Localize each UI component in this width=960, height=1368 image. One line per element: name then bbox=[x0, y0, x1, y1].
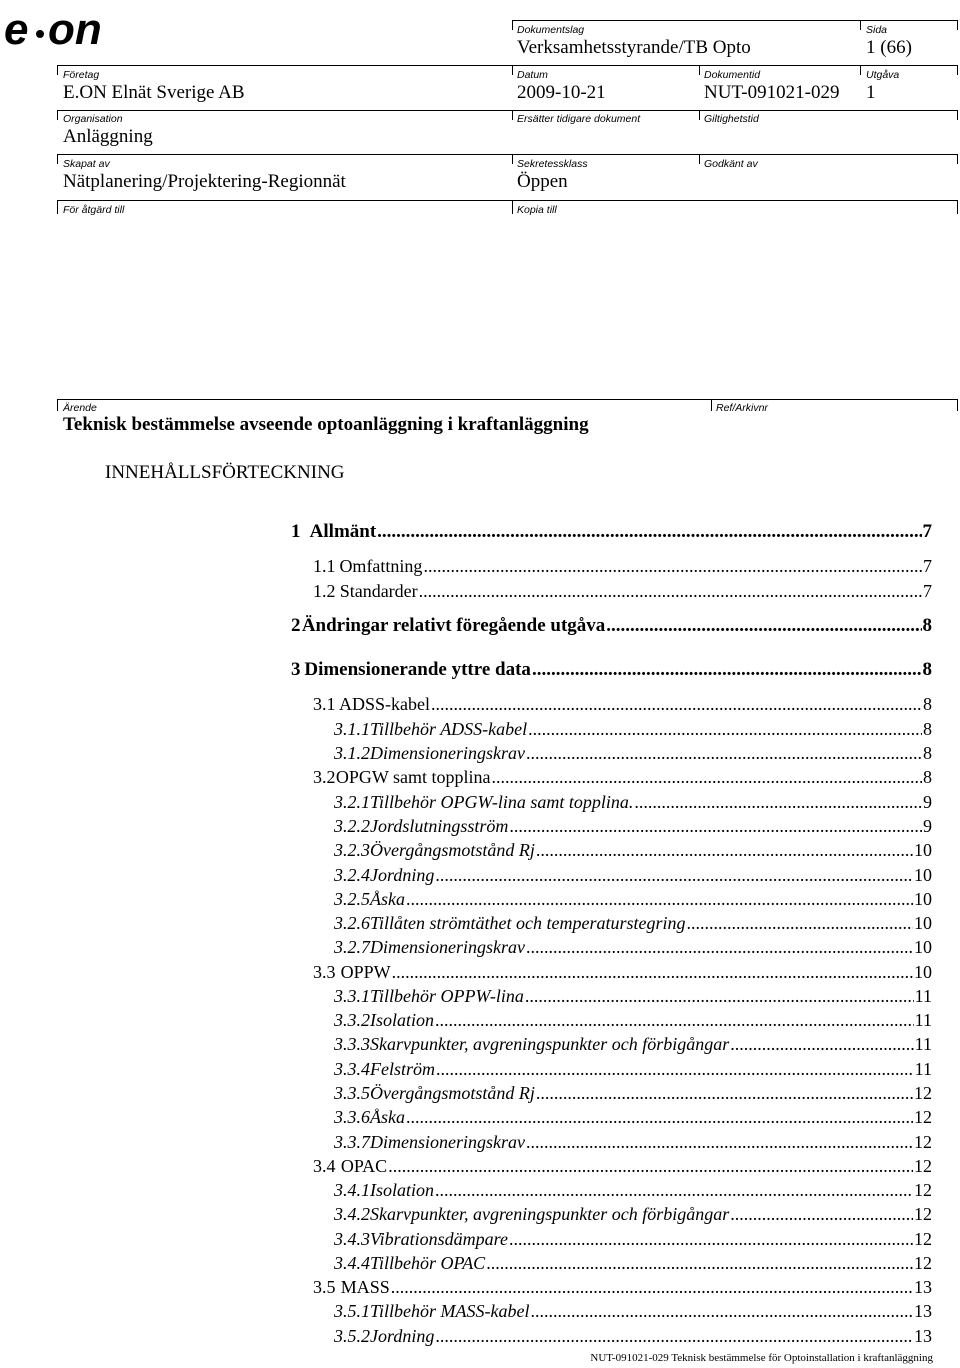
toc-dot-leader bbox=[435, 1179, 913, 1201]
for-atgard-label: För åtgärd till bbox=[63, 204, 125, 216]
svg-text:e: e bbox=[4, 6, 29, 52]
toc-entry-title: Tillbehör OPGW-lina samt topplina. bbox=[370, 792, 634, 812]
kopia-label: Kopia till bbox=[517, 204, 557, 216]
toc-entry-page: 10 bbox=[914, 840, 932, 860]
toc-entry-number: 3.5 bbox=[313, 1277, 336, 1297]
sida-value: 1 (66) bbox=[866, 37, 912, 58]
toc-entry-page: 8 bbox=[923, 743, 932, 763]
toc-entry[interactable] bbox=[334, 1106, 932, 1128]
toc-dot-leader bbox=[435, 864, 913, 886]
toc-entry-title: Tillbehör OPPW-lina bbox=[370, 986, 524, 1006]
toc-entry-page: 12 bbox=[914, 1083, 932, 1103]
toc-entry-number: 3.3.3 bbox=[334, 1034, 370, 1054]
toc-entry-title: Tillbehör MASS-kabel bbox=[370, 1301, 530, 1321]
toc-heading: INNEHÅLLSFÖRTECKNING bbox=[105, 462, 345, 483]
toc-entry-title: Dimensionerande yttre data bbox=[304, 659, 531, 680]
toc-entry-number: 3.3 bbox=[313, 962, 336, 982]
toc-dot-leader bbox=[526, 1131, 913, 1153]
toc-entry-number: 3.3.5 bbox=[334, 1083, 370, 1103]
toc-entry-number: 3.4 bbox=[313, 1156, 336, 1176]
toc-entry-page: 11 bbox=[914, 1010, 932, 1030]
toc-dot-leader bbox=[509, 815, 922, 837]
toc-entry-title: Omfattning bbox=[339, 556, 423, 576]
toc-entry-title: Isolation bbox=[370, 1180, 435, 1200]
toc-entry[interactable] bbox=[334, 864, 932, 886]
toc-dot-leader bbox=[634, 791, 922, 813]
toc-entry[interactable] bbox=[313, 1276, 932, 1298]
toc-entry-title: Skarvpunkter, avgreningspunkter och förbigångar bbox=[370, 1204, 730, 1224]
toc-entry-title: OPGW samt topplina bbox=[335, 767, 491, 787]
toc-entry-page: 9 bbox=[923, 816, 932, 836]
toc-entry[interactable] bbox=[313, 555, 932, 577]
toc-entry-page: 12 bbox=[914, 1204, 932, 1224]
toc-dot-leader bbox=[436, 1058, 914, 1080]
toc-entry-number: 3.1.2 bbox=[334, 743, 370, 763]
toc-entry-page: 12 bbox=[914, 1156, 932, 1176]
toc-entry[interactable] bbox=[334, 1033, 932, 1055]
toc-dot-leader bbox=[532, 659, 922, 681]
toc-entry-number: 2 bbox=[291, 615, 301, 636]
toc-entry[interactable] bbox=[334, 718, 932, 740]
toc-entry-page: 7 bbox=[922, 521, 932, 542]
toc-dot-leader bbox=[492, 766, 923, 788]
toc-entry-number: 3.1.1 bbox=[334, 719, 370, 739]
toc-entry[interactable] bbox=[313, 580, 932, 602]
toc-entry-page: 13 bbox=[914, 1301, 932, 1321]
toc-entry-number: 3.5.1 bbox=[334, 1301, 370, 1321]
toc-entry-title: Allmänt bbox=[309, 521, 377, 542]
toc-dot-leader bbox=[525, 985, 914, 1007]
toc-entry-number: 3.4.2 bbox=[334, 1204, 370, 1224]
toc-entry-page: 10 bbox=[914, 913, 932, 933]
toc-entry-page: 10 bbox=[914, 865, 932, 885]
toc-entry-title: Felström bbox=[370, 1059, 435, 1079]
sekretess-label: Sekretessklass bbox=[517, 158, 588, 170]
toc-entry-title: MASS bbox=[340, 1277, 390, 1297]
toc-dot-leader bbox=[526, 936, 913, 958]
toc-entry[interactable] bbox=[334, 1252, 932, 1274]
toc-entry-number: 1.2 bbox=[313, 581, 336, 601]
eon-logo bbox=[2, 6, 162, 52]
toc-entry-number: 3.2.1 bbox=[334, 792, 370, 812]
toc-entry[interactable] bbox=[334, 1228, 932, 1250]
dokumentid-value: NUT-091021-029 bbox=[704, 82, 840, 103]
toc-dot-leader bbox=[377, 521, 921, 543]
giltighetstid-label: Giltighetstid bbox=[704, 113, 759, 125]
toc-entry[interactable] bbox=[291, 521, 932, 543]
toc-entry-page: 11 bbox=[914, 986, 932, 1006]
arende-label: Ärende bbox=[63, 402, 97, 414]
toc-entry-number: 3.2.4 bbox=[334, 865, 370, 885]
toc-dot-leader bbox=[687, 912, 914, 934]
toc-entry[interactable] bbox=[334, 1179, 932, 1201]
godkant-label: Godkänt av bbox=[704, 158, 758, 170]
toc-entry-title: Jordning bbox=[370, 865, 435, 885]
toc-entry-number: 3.3.7 bbox=[334, 1132, 370, 1152]
toc-entry-page: 11 bbox=[914, 1059, 932, 1079]
toc-entry-page: 10 bbox=[914, 937, 932, 957]
toc-dot-leader bbox=[730, 1033, 913, 1055]
toc-dot-leader bbox=[406, 888, 913, 910]
toc-dot-leader bbox=[435, 1009, 914, 1031]
sekretess-value: Öppen bbox=[517, 171, 568, 192]
toc-entry-title: Tillbehör ADSS-kabel bbox=[370, 719, 528, 739]
toc-entry-page: 8 bbox=[923, 719, 932, 739]
skapat-value: Nätplanering/Projektering-Regionnät bbox=[63, 171, 346, 192]
toc-entry-title: Ändringar relativt föregående utgåva bbox=[301, 615, 606, 636]
toc-entry-number: 3.5.2 bbox=[334, 1326, 370, 1346]
toc-dot-leader bbox=[730, 1203, 913, 1225]
toc-entry-page: 8 bbox=[922, 615, 932, 636]
toc-entry-title: Dimensioneringskrav bbox=[370, 743, 525, 763]
dokumentslag-value: Verksamhetsstyrande/TB Opto bbox=[517, 37, 751, 58]
toc-entry-page: 8 bbox=[923, 694, 932, 714]
toc-dot-leader bbox=[419, 580, 922, 602]
toc-entry-title: Åska bbox=[370, 889, 405, 909]
foretag-label: Företag bbox=[63, 69, 100, 81]
toc-entry-number: 3.2.5 bbox=[334, 889, 370, 909]
sida-label: Sida bbox=[866, 24, 888, 36]
toc-entry-number: 3.2.2 bbox=[334, 816, 370, 836]
toc-entry[interactable] bbox=[334, 912, 932, 934]
toc-entry[interactable] bbox=[334, 1325, 932, 1347]
toc-dot-leader bbox=[536, 839, 913, 861]
toc-entry-title: Övergångsmotstånd Rj bbox=[370, 840, 535, 860]
page-footer: NUT-091021-029 Teknisk bestämmelse för Optoinstallation i kraftanläggning bbox=[590, 1352, 933, 1364]
toc-entry-number: 3.2.3 bbox=[334, 840, 370, 860]
toc-entry-number: 1 bbox=[291, 521, 301, 542]
toc-entry[interactable] bbox=[291, 659, 932, 681]
dokumentslag-label: Dokumentslag bbox=[517, 24, 585, 36]
toc-entry-page: 12 bbox=[914, 1229, 932, 1249]
toc-dot-leader bbox=[435, 1325, 913, 1347]
toc-entry[interactable] bbox=[334, 839, 932, 861]
toc-entry-number: 3.1 bbox=[313, 694, 336, 714]
toc-entry[interactable] bbox=[334, 791, 932, 813]
toc-entry[interactable] bbox=[334, 1131, 932, 1153]
toc-entry-page: 10 bbox=[914, 889, 932, 909]
document-subject-title: Teknisk bestämmelse avseende optoanläggning i kraftanläggning bbox=[63, 414, 589, 435]
toc-entry-number: 3.4.3 bbox=[334, 1229, 370, 1249]
datum-value: 2009-10-21 bbox=[517, 82, 606, 103]
toc-entry-page: 12 bbox=[914, 1180, 932, 1200]
toc-entry[interactable] bbox=[334, 1082, 932, 1104]
toc-entry-page: 9 bbox=[923, 792, 932, 812]
toc-entry-number: 3.4.4 bbox=[334, 1253, 370, 1273]
toc-entry-page: 13 bbox=[914, 1326, 932, 1346]
ersatter-label: Ersätter tidigare dokument bbox=[517, 113, 641, 125]
toc-entry[interactable] bbox=[334, 1009, 932, 1031]
toc-entry-number: 1.1 bbox=[313, 556, 336, 576]
toc-entry[interactable] bbox=[334, 888, 932, 910]
toc-dot-leader bbox=[392, 961, 913, 983]
toc-dot-leader bbox=[431, 693, 922, 715]
svg-text:on: on bbox=[48, 6, 102, 52]
toc-entry-number: 3 bbox=[291, 659, 301, 680]
toc-entry-title: ADSS-kabel bbox=[339, 694, 431, 714]
toc-entry-number: 3.2.6 bbox=[334, 913, 370, 933]
toc-entry-title: Vibrationsdämpare bbox=[370, 1229, 508, 1249]
toc-dot-leader bbox=[530, 1300, 913, 1322]
utgava-value: 1 bbox=[866, 82, 876, 103]
toc-dot-leader bbox=[536, 1082, 913, 1104]
toc-entry-page: 12 bbox=[914, 1253, 932, 1273]
toc-entry[interactable] bbox=[334, 742, 932, 764]
toc-entry-title: Åska bbox=[370, 1107, 405, 1127]
toc-entry-title: Dimensioneringskrav bbox=[370, 1132, 525, 1152]
toc-entry-number: 3.2.7 bbox=[334, 937, 370, 957]
toc-entry-title: Isolation bbox=[370, 1010, 435, 1030]
toc-entry-title: Jordslutningsström bbox=[370, 816, 509, 836]
toc-entry-page: 8 bbox=[923, 767, 932, 787]
toc-entry[interactable] bbox=[313, 1155, 932, 1177]
toc-entry[interactable] bbox=[334, 1203, 932, 1225]
toc-entry-number: 3.3.1 bbox=[334, 986, 370, 1006]
toc-entry-page: 10 bbox=[914, 962, 932, 982]
toc-entry-title: Dimensioneringskrav bbox=[370, 937, 525, 957]
toc-entry[interactable] bbox=[291, 615, 932, 637]
toc-dot-leader bbox=[526, 742, 922, 764]
toc-entry[interactable] bbox=[334, 936, 932, 958]
toc-entry-page: 7 bbox=[923, 556, 932, 576]
toc-entry-title: OPAC bbox=[340, 1156, 388, 1176]
toc-entry[interactable] bbox=[313, 961, 932, 983]
toc-entry-page: 7 bbox=[923, 581, 932, 601]
toc-entry-number: 3.3.2 bbox=[334, 1010, 370, 1030]
toc-dot-leader bbox=[509, 1228, 913, 1250]
toc-entry-page: 12 bbox=[914, 1107, 932, 1127]
toc-entry-title: Jordning bbox=[370, 1326, 435, 1346]
toc-entry[interactable] bbox=[313, 693, 932, 715]
toc-entry-page: 11 bbox=[914, 1034, 932, 1054]
toc-dot-leader bbox=[391, 1276, 913, 1298]
toc-entry-number: 3.3.4 bbox=[334, 1059, 370, 1079]
toc-entry-number: 3.2 bbox=[313, 767, 336, 787]
toc-entry-page: 13 bbox=[914, 1277, 932, 1297]
datum-label: Datum bbox=[517, 69, 548, 81]
toc-entry[interactable] bbox=[334, 815, 932, 837]
organisation-value: Anläggning bbox=[63, 126, 153, 147]
toc-entry-page: 12 bbox=[914, 1132, 932, 1152]
toc-dot-leader bbox=[423, 555, 922, 577]
toc-entry-number: 3.3.6 bbox=[334, 1107, 370, 1127]
toc-entry-title: Tillbehör OPAC bbox=[370, 1253, 486, 1273]
toc-dot-leader bbox=[486, 1252, 913, 1274]
foretag-value: E.ON Elnät Sverige AB bbox=[63, 82, 245, 103]
toc-entry-page: 8 bbox=[922, 659, 932, 680]
toc-dot-leader bbox=[388, 1155, 913, 1177]
skapat-label: Skapat av bbox=[63, 158, 110, 170]
toc-dot-leader bbox=[606, 615, 921, 637]
toc-entry[interactable] bbox=[334, 1300, 932, 1322]
organisation-label: Organisation bbox=[63, 113, 123, 125]
toc-entry-title: Tillåten strömtäthet och temperaturstegring bbox=[370, 913, 686, 933]
dokumentid-label: Dokumentid bbox=[704, 69, 761, 81]
toc-dot-leader bbox=[528, 718, 922, 740]
ref-arkivnr-label: Ref/Arkivnr bbox=[716, 402, 768, 414]
toc-entry[interactable] bbox=[313, 766, 932, 788]
toc-entry-number: 3.4.1 bbox=[334, 1180, 370, 1200]
toc-entry-title: Skarvpunkter, avgreningspunkter och förbigångar bbox=[370, 1034, 730, 1054]
toc-entry[interactable] bbox=[334, 985, 932, 1007]
toc-dot-leader bbox=[406, 1106, 913, 1128]
toc-entry-title: Standarder bbox=[339, 581, 418, 601]
toc-entry[interactable] bbox=[334, 1058, 932, 1080]
utgava-label: Utgåva bbox=[866, 69, 900, 81]
toc-entry-title: Övergångsmotstånd Rj bbox=[370, 1083, 535, 1103]
toc-entry-title: OPPW bbox=[340, 962, 391, 982]
